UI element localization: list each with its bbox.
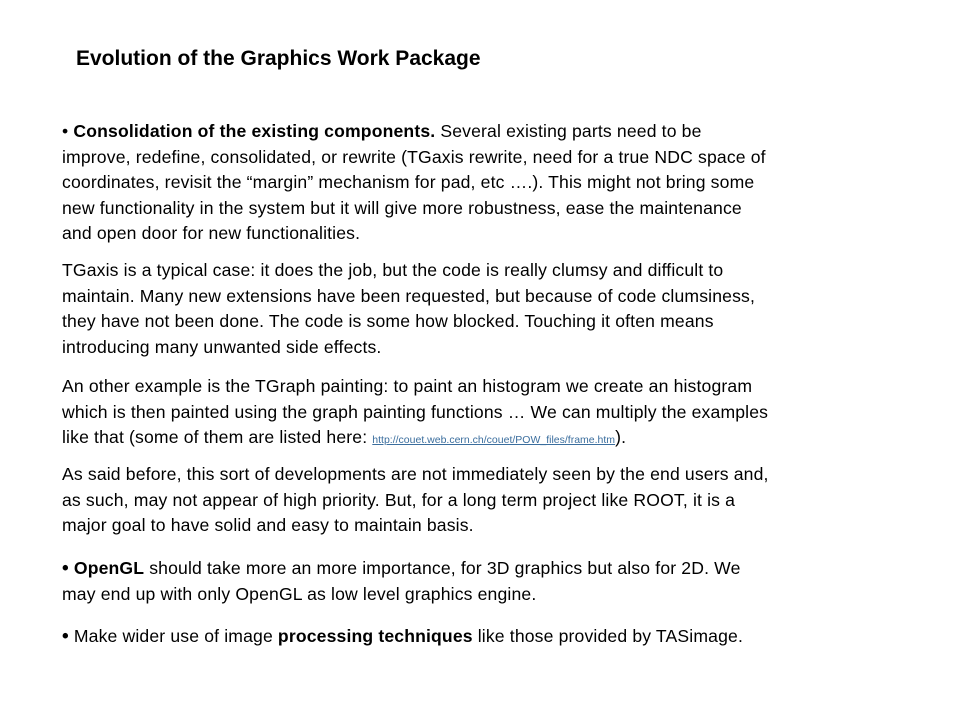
- bold-term: processing techniques: [277, 626, 473, 646]
- slide-title: Evolution of the Graphics Work Package: [76, 47, 481, 70]
- bullet-icon: •: [62, 558, 69, 579]
- paragraph-line: which is then painted using the graph painting functions … We can multiply the examples: [62, 401, 769, 422]
- bullet-icon: •: [62, 626, 69, 647]
- paragraph-line: TGaxis is a typical case: it does the job, but the code is really clumsy and difficult to: [62, 260, 724, 280]
- paragraph-line: [62, 624, 912, 650]
- text-span: Make wider use of image: [68, 626, 278, 646]
- paragraph-line: introducing many unwanted side effects.: [62, 336, 382, 357]
- bullet-icon: •: [62, 121, 69, 141]
- paragraph-line: improve, redefine, consolidated, or rewrite (TGaxis rewrite, need for a true NDC space of: [62, 146, 766, 167]
- pow-frame-link[interactable]: http://couet.web.cern.ch/couet/POW_files/frame.htm: [372, 434, 616, 446]
- paragraph-tgraph: [62, 374, 912, 454]
- paragraph-line: maintain. Many new extensions have been requested, but because of code clumsiness,: [62, 285, 756, 306]
- bold-heading: OpenGL: [73, 558, 145, 578]
- paragraph-opengl: [62, 556, 912, 607]
- paragraph-consolidation: [62, 119, 912, 247]
- paragraph-line: An other example is the TGraph painting: to paint an histogram we create an histogram: [62, 376, 753, 396]
- text-span: should take more an more importance, for 3D graphics but also for 2D. We: [144, 558, 741, 578]
- paragraph-line: they have not been done. The code is some how blocked. Touching it often means: [62, 311, 714, 331]
- text-span: ).: [615, 427, 627, 447]
- bold-heading: Consolidation of the existing components.: [73, 121, 436, 141]
- paragraph-tgaxis: [62, 258, 912, 360]
- paragraph-line: new functionality in the system but it will give more robustness, ease the maintenance: [62, 197, 742, 218]
- paragraph-line: may end up with only OpenGL as low level graphics engine.: [62, 583, 537, 604]
- paragraph-line: major goal to have solid and easy to maintain basis.: [62, 515, 474, 535]
- paragraph-image-processing: [62, 624, 912, 650]
- text-span: Several existing parts need to be: [435, 121, 702, 141]
- text-span: like those provided by TASimage.: [472, 626, 744, 646]
- paragraph-line: [62, 556, 912, 582]
- text-span: like that (some of them are listed here:: [62, 427, 373, 447]
- paragraph-line: [62, 425, 912, 454]
- paragraph-line: coordinates, revisit the “margin” mechanism for pad, etc ….). This might not bring some: [62, 172, 755, 192]
- paragraph-line: as such, may not appear of high priority. But, for a long term project like ROOT, it is a: [62, 489, 736, 510]
- paragraph-line: and open door for new functionalities.: [62, 223, 361, 243]
- paragraph-line: [62, 119, 912, 145]
- paragraph-priority: [62, 462, 912, 539]
- paragraph-line: As said before, this sort of developments are not immediately seen by the end users and,: [62, 464, 769, 484]
